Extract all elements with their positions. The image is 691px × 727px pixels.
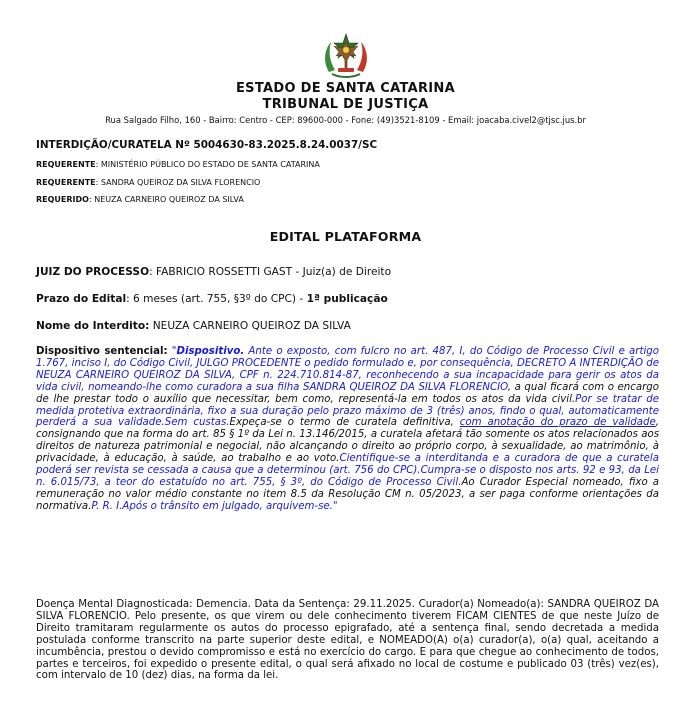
dispositivo-part5: Sem custas.	[164, 417, 230, 429]
interdito-label: Nome do Interdito:	[36, 320, 150, 332]
dispositivo-curadora: SANDRA QUEIROZ DA SILVA FLORENCIO	[302, 381, 508, 393]
party-name: : MINISTÉRIO PÚBLICO DO ESTADO DE SANTA CATARINA	[95, 160, 320, 169]
edital-title: EDITAL PLATAFORMA	[269, 229, 422, 244]
judge-label: JUIZ DO PROCESSO	[36, 266, 150, 278]
edital-body-paragraph: Doença Mental Diagnosticada: Demencia. Data da Sentença: 29.11.2025. Curador(a) Nomeado(a): SANDRA QUEIROZ DA SILVA FLORENCIO. Pelo presente, os que virem ou dele conhecimento tiverem FICAM CIENTES de que neste Juízo de Direito tramitaram regularmente os autos do processo epigrafado, até a sentença final, sendo decretada a medida postulada conforme transcrito na parte superior deste edital, e NOMEADO(A) o(a) curador(a), o(a) qual, aceitando a incumbência, prestou o devido compromisso e está no exercício do cargo. E para que chegue ao conhecimento de todos, partes e terceiros, foi expedido o presente edital, o qual será afixado no local de costume e publicado 03 (três) vez(es), com intervalo de 10 (dez) dias, na forma da lei.	[36, 599, 659, 682]
interdito-value: NEUZA CARNEIRO QUEIROZ DA SILVA	[149, 320, 351, 332]
judge-value: : FABRICIO ROSSETTI GAST - Juiz(a) de Direito	[149, 266, 392, 278]
party-line	[36, 160, 320, 169]
dispositivo-part7: , consignando que na forma do art. 85 § 1º da Lei n. 13.146/2015, a curatela afetará tão somente os atos relacionados aos direitos de natureza patrimonial e negocial, não alcançando o direito ao próprio corpo, à sexualidade, ao matrimônio, à privacidade, à educação, à saúde, ao trabalho e ao voto.	[36, 417, 659, 465]
party-line	[36, 178, 260, 187]
dispositivo-part11: P. R. I.	[91, 500, 123, 512]
dispositivo-part6: Expeça-se o termo de curatela definitiva,	[229, 417, 460, 429]
tribunal-name: TRIBUNAL DE JUSTIÇA	[262, 97, 429, 112]
dispositivo-lead: Dispositivo.	[176, 346, 245, 357]
dispositivo-open-quote: "	[167, 346, 177, 357]
dispositivo-label: Dispositivo sentencial:	[36, 346, 168, 357]
dispositivo-part12: Após o trânsito em julgado, arquivem-se.	[122, 500, 333, 512]
judge-line	[36, 266, 391, 278]
dispositivo-underlined: com anotação do prazo de validade	[459, 417, 656, 429]
state-coat-of-arms-icon	[320, 28, 372, 80]
dispositivo-part3: , a qual ficará com o encargo de lhe prestar todo o auxílio que necessitar, bem como, representá-la em todos os atos da vida civil.	[36, 381, 659, 405]
court-address: Rua Salgado Filho, 160 - Bairro: Centro - CEP: 89600-000 - Fone: (49)3521-8109 - Email: joacaba.civel2@tjsc.jus.br	[105, 115, 586, 125]
process-number-title: INTERDIÇÃO/CURATELA Nº 5004630-83.2025.8.24.0037/SC	[36, 139, 378, 151]
dispositivo-part8: Cientifique-se a interditanda e a curadora de que a curatela poderá ser revista se cessada a causa que a determinou (art. 756 do CPC).	[36, 453, 659, 477]
party-name: : NEUZA CARNEIRO QUEIROZ DA SILVA	[88, 195, 244, 204]
dispositivo-close-quote: "	[332, 500, 338, 512]
dispositivo-part4: Por se tratar de medida protetiva extraordinária, fixo a sua duração pelo prazo máximo de 3 (três) anos, findo o qual, automaticamente perderá a sua validade.	[36, 393, 659, 429]
prazo-value: : 6 meses (art. 755, §3º do CPC) -	[126, 293, 307, 305]
party-role: REQUERENTE	[36, 178, 96, 187]
prazo-label: Prazo do Edital	[36, 293, 127, 305]
dispositivo-part10: Ao Curador Especial nomeado, fixo a remuneração no valor médio constante no item 8.5 da Resolução CM n. 05/2023, a ser paga conforme orientações da normativa.	[36, 476, 659, 512]
state-name: ESTADO DE SANTA CATARINA	[236, 81, 455, 96]
dispositivo-interdito: NEUZA CARNEIRO QUEIROZ DA SILVA	[36, 369, 232, 381]
dispositivo-part2: , CPF n. 224.710.814-87, reconhecendo a sua incapacidade para gerir os atos da vida civil, nomeando-lhe como curadora a sua filha	[36, 369, 659, 393]
interdito-line	[36, 320, 351, 332]
dispositivo-paragraph	[36, 346, 659, 513]
party-role: REQUERENTE	[36, 160, 96, 169]
party-name: : SANDRA QUEIROZ DA SILVA FLORENCIO	[95, 178, 261, 187]
dispositivo-part9: Cumpra-se o disposto nos arts. 92 e 93, da Lei n. 6.015/73, a teor do estatuído no art. 755, § 3º, do Código de Processo Civil.	[36, 465, 659, 488]
party-role: REQUERIDO	[36, 195, 89, 204]
party-line	[36, 195, 244, 204]
dispositivo-part1: Ante o exposto, com fulcro no art. 487, I, do Código de Processo Civil e artigo 1.767, inciso I, do Código Civil, JULGO PROCEDENTE o pedido formulado e, por consequência, DECRETO A INTERDIÇÃO de	[36, 346, 659, 369]
prazo-line	[36, 293, 388, 305]
publicacao-label: 1ª publicação	[306, 293, 388, 305]
